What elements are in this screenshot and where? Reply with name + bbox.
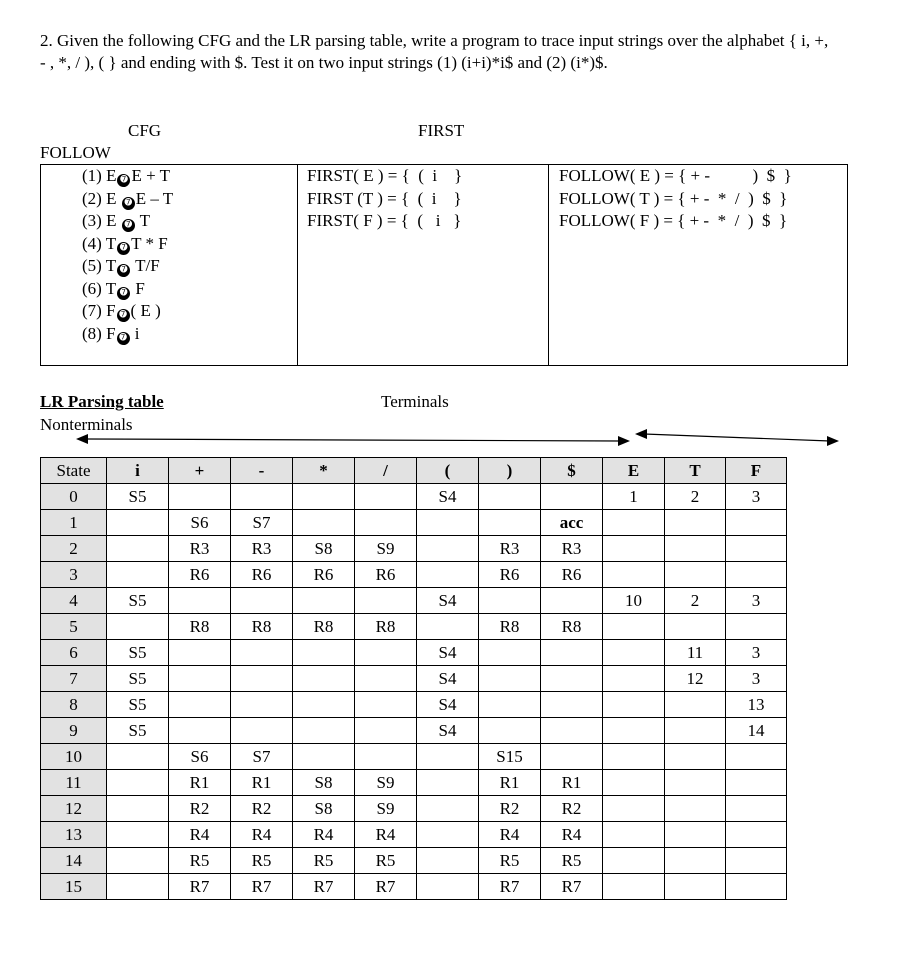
action-cell: R1 [541, 770, 603, 796]
column-header: * [293, 458, 355, 484]
table-row [41, 640, 787, 666]
nonterminals-arrow [635, 429, 839, 446]
action-cell: acc [541, 510, 603, 536]
action-cell: R8 [355, 614, 417, 640]
action-cell [107, 874, 169, 900]
action-cell: R2 [169, 796, 231, 822]
action-cell [726, 536, 787, 562]
state-cell: 1 [41, 510, 107, 536]
action-cell: R5 [541, 848, 603, 874]
cfg-rule [82, 188, 173, 211]
action-cell [603, 640, 665, 666]
action-cell: R8 [293, 614, 355, 640]
action-cell: R5 [169, 848, 231, 874]
state-cell: 0 [41, 484, 107, 510]
action-cell: 3 [726, 588, 787, 614]
action-cell [355, 640, 417, 666]
column-header: State [41, 458, 107, 484]
action-cell: R5 [355, 848, 417, 874]
state-cell: 8 [41, 692, 107, 718]
production-arrow-icon: ➐ [122, 219, 135, 232]
action-cell [726, 796, 787, 822]
rule-rhs: T/F [131, 256, 160, 275]
table-row [41, 588, 787, 614]
action-cell [603, 822, 665, 848]
action-cell [665, 692, 726, 718]
action-cell [107, 562, 169, 588]
action-cell: R6 [355, 562, 417, 588]
action-cell [355, 588, 417, 614]
action-cell: S5 [107, 588, 169, 614]
action-cell [417, 848, 479, 874]
action-cell [107, 744, 169, 770]
action-cell: 1 [603, 484, 665, 510]
action-cell [541, 588, 603, 614]
action-cell [169, 640, 231, 666]
action-cell [479, 484, 541, 510]
action-cell [107, 614, 169, 640]
table-row [41, 822, 787, 848]
column-header: / [355, 458, 417, 484]
action-cell: R8 [169, 614, 231, 640]
table-row [41, 744, 787, 770]
rule-rhs: F [131, 278, 145, 298]
table-row [41, 666, 787, 692]
follow-set: FOLLOW( T ) = { + - * / ) $ } [559, 188, 788, 208]
action-cell: R1 [231, 770, 293, 796]
action-cell [293, 640, 355, 666]
action-cell [603, 614, 665, 640]
action-cell: R6 [231, 562, 293, 588]
action-cell: S5 [107, 666, 169, 692]
action-cell: 11 [665, 640, 726, 666]
action-cell [726, 614, 787, 640]
rule-number: (1) [82, 166, 102, 185]
column-header: ( [417, 458, 479, 484]
action-cell: S7 [231, 510, 293, 536]
action-cell [293, 718, 355, 744]
production-arrow-icon: ➐ [117, 287, 130, 300]
action-cell [726, 562, 787, 588]
first-header: FIRST [418, 121, 465, 140]
state-cell: 3 [41, 562, 107, 588]
action-cell [665, 848, 726, 874]
cfg-rule [82, 278, 173, 301]
action-cell: 3 [726, 666, 787, 692]
action-cell: 13 [726, 692, 787, 718]
table-row [41, 796, 787, 822]
action-cell [231, 718, 293, 744]
action-cell [726, 510, 787, 536]
action-cell: S7 [231, 744, 293, 770]
action-cell [355, 744, 417, 770]
rule-rhs: T * F [131, 233, 168, 253]
state-cell: 7 [41, 666, 107, 692]
action-cell [603, 562, 665, 588]
rule-rhs: ( E ) [130, 301, 161, 320]
rule-lhs: T [105, 256, 117, 275]
action-cell [417, 796, 479, 822]
action-cell [665, 718, 726, 744]
action-cell: S6 [169, 510, 231, 536]
column-header: - [231, 458, 293, 484]
action-cell [479, 692, 541, 718]
action-cell [169, 666, 231, 692]
action-cell [355, 692, 417, 718]
rule-rhs: E + T [131, 166, 171, 185]
rule-lhs: F [106, 323, 116, 343]
rule-number: (2) [82, 188, 102, 208]
action-cell [541, 744, 603, 770]
column-header: $ [541, 458, 603, 484]
action-cell [665, 874, 726, 900]
action-cell [293, 510, 355, 536]
first-set: FIRST( F ) = { ( i } [307, 211, 462, 230]
action-cell [417, 536, 479, 562]
action-cell: S4 [417, 640, 479, 666]
action-cell: S5 [107, 692, 169, 718]
action-cell [541, 640, 603, 666]
action-cell: R8 [231, 614, 293, 640]
action-cell: R4 [479, 822, 541, 848]
action-cell: S4 [417, 588, 479, 614]
action-cell: 2 [665, 484, 726, 510]
action-cell [231, 484, 293, 510]
action-cell [231, 588, 293, 614]
rule-lhs: T [105, 278, 117, 298]
column-header: ) [479, 458, 541, 484]
rule-number: (8) [82, 323, 102, 343]
action-cell [169, 484, 231, 510]
action-cell: S4 [417, 666, 479, 692]
follow-set: FOLLOW( F ) = { + - * / ) $ } [559, 211, 788, 230]
action-cell [665, 614, 726, 640]
action-cell [355, 718, 417, 744]
column-header: E [603, 458, 665, 484]
state-cell: 2 [41, 536, 107, 562]
production-arrow-icon: ➐ [117, 332, 130, 345]
state-cell: 14 [41, 848, 107, 874]
action-cell: R5 [231, 848, 293, 874]
action-cell: S4 [417, 484, 479, 510]
action-cell: R6 [169, 562, 231, 588]
action-cell [293, 744, 355, 770]
action-cell [603, 744, 665, 770]
action-cell: R8 [541, 614, 603, 640]
rule-number: (7) [82, 301, 102, 320]
action-cell [169, 718, 231, 744]
action-cell [665, 770, 726, 796]
action-cell [417, 822, 479, 848]
action-cell [726, 822, 787, 848]
action-cell [603, 510, 665, 536]
action-cell: R8 [479, 614, 541, 640]
cfg-rule [82, 165, 173, 188]
table-row [41, 562, 787, 588]
action-cell: R1 [169, 770, 231, 796]
terminals-label: Terminals [381, 392, 449, 411]
action-cell: R4 [541, 822, 603, 848]
action-cell [479, 588, 541, 614]
action-cell: R5 [479, 848, 541, 874]
action-cell [665, 744, 726, 770]
action-cell [726, 848, 787, 874]
table-row [41, 614, 787, 640]
action-cell [603, 770, 665, 796]
state-cell: 4 [41, 588, 107, 614]
action-cell [355, 666, 417, 692]
action-cell: R6 [541, 562, 603, 588]
follow-set: FOLLOW( E ) = { + - ) $ } [559, 166, 792, 185]
action-cell [231, 692, 293, 718]
action-cell [417, 562, 479, 588]
action-cell: 12 [665, 666, 726, 692]
action-cell [603, 874, 665, 900]
production-arrow-icon: ➐ [117, 264, 130, 277]
action-cell: R4 [355, 822, 417, 848]
action-cell: R7 [169, 874, 231, 900]
cfg-rule [82, 210, 173, 233]
rule-rhs: i [130, 323, 140, 343]
rule-rhs: E – T [135, 188, 174, 208]
follow-header: FOLLOW [40, 143, 111, 162]
action-cell [726, 770, 787, 796]
action-cell [293, 666, 355, 692]
action-cell: R7 [231, 874, 293, 900]
table-row [41, 848, 787, 874]
action-cell: R3 [231, 536, 293, 562]
cfg-rule [82, 300, 173, 323]
action-cell [603, 718, 665, 744]
action-cell: S6 [169, 744, 231, 770]
state-cell: 5 [41, 614, 107, 640]
column-header: i [107, 458, 169, 484]
action-cell: S5 [107, 640, 169, 666]
column-header: F [726, 458, 787, 484]
action-cell: 2 [665, 588, 726, 614]
state-cell: 9 [41, 718, 107, 744]
action-cell [665, 536, 726, 562]
action-cell [107, 510, 169, 536]
rule-number: (6) [82, 278, 102, 298]
first-sets [307, 165, 462, 233]
action-cell: 3 [726, 640, 787, 666]
rule-lhs: E [106, 166, 117, 185]
action-cell: R7 [293, 874, 355, 900]
column-header: + [169, 458, 231, 484]
rule-number: (3) [82, 211, 102, 230]
action-cell [107, 848, 169, 874]
state-cell: 15 [41, 874, 107, 900]
action-cell: R2 [231, 796, 293, 822]
action-cell [293, 484, 355, 510]
cfg-rule [82, 233, 173, 256]
action-cell [293, 692, 355, 718]
rule-rhs: T [135, 211, 151, 230]
action-cell: S8 [293, 536, 355, 562]
nonterminals-label: Nonterminals [40, 415, 133, 434]
cfg-rule [82, 255, 173, 278]
column-header: T [665, 458, 726, 484]
action-cell: R3 [169, 536, 231, 562]
action-cell: R2 [479, 796, 541, 822]
action-cell [665, 562, 726, 588]
state-cell: 10 [41, 744, 107, 770]
state-cell: 11 [41, 770, 107, 796]
action-cell [726, 744, 787, 770]
action-cell: R5 [293, 848, 355, 874]
action-cell: 3 [726, 484, 787, 510]
question-text: 2. Given the following CFG and the LR parsing table, write a program to trace input strings over the alphabet { i, +, - , *, / ), ( } and ending with $. Test it on two input strings (1) (i+i)*i$ and (2) (i*)$. [40, 31, 829, 72]
action-cell: S8 [293, 796, 355, 822]
action-cell: R4 [169, 822, 231, 848]
action-cell: R6 [293, 562, 355, 588]
action-cell [169, 692, 231, 718]
action-cell [541, 718, 603, 744]
action-cell [417, 510, 479, 536]
action-cell [417, 770, 479, 796]
action-cell [417, 744, 479, 770]
first-set: FIRST (T ) = { ( i } [307, 188, 462, 208]
action-cell: S8 [293, 770, 355, 796]
action-cell [541, 484, 603, 510]
follow-sets [559, 165, 792, 233]
action-cell [107, 822, 169, 848]
terminals-arrow [76, 434, 630, 446]
action-cell [665, 796, 726, 822]
action-cell: S9 [355, 770, 417, 796]
action-cell: S4 [417, 692, 479, 718]
production-arrow-icon: ➐ [122, 197, 135, 210]
action-cell: S9 [355, 536, 417, 562]
action-cell: R4 [231, 822, 293, 848]
action-cell: R3 [479, 536, 541, 562]
action-cell [603, 692, 665, 718]
cfg-rule [82, 323, 173, 346]
action-cell [231, 666, 293, 692]
action-cell [479, 666, 541, 692]
rule-lhs: F [106, 301, 116, 320]
action-cell [417, 614, 479, 640]
action-cell [355, 510, 417, 536]
first-set: FIRST( E ) = { ( i } [307, 166, 463, 185]
action-cell: R2 [541, 796, 603, 822]
action-cell [293, 588, 355, 614]
action-cell: S5 [107, 718, 169, 744]
table-row [41, 770, 787, 796]
action-cell [603, 536, 665, 562]
action-cell [107, 770, 169, 796]
table-row [41, 536, 787, 562]
action-cell [479, 510, 541, 536]
table-row [41, 510, 787, 536]
table-row [41, 692, 787, 718]
table-row [41, 874, 787, 900]
action-cell [355, 484, 417, 510]
cfg-rules [82, 165, 173, 345]
table-row [41, 718, 787, 744]
action-cell [479, 640, 541, 666]
action-cell [169, 588, 231, 614]
action-cell [603, 848, 665, 874]
lr-table-title: LR Parsing table [40, 392, 164, 411]
action-cell [603, 796, 665, 822]
action-cell: 14 [726, 718, 787, 744]
action-cell [665, 822, 726, 848]
action-cell [665, 510, 726, 536]
lr-parsing-table [40, 457, 787, 900]
state-cell: 12 [41, 796, 107, 822]
action-cell [417, 874, 479, 900]
action-cell [231, 640, 293, 666]
action-cell: R7 [541, 874, 603, 900]
cfg-header: CFG [128, 121, 162, 140]
action-cell [107, 536, 169, 562]
action-cell [603, 666, 665, 692]
action-cell [107, 796, 169, 822]
state-cell: 6 [41, 640, 107, 666]
action-cell [541, 692, 603, 718]
action-cell: S9 [355, 796, 417, 822]
action-cell [541, 666, 603, 692]
table-row [41, 484, 787, 510]
action-cell: S4 [417, 718, 479, 744]
action-cell: S15 [479, 744, 541, 770]
action-cell: R1 [479, 770, 541, 796]
action-cell [726, 874, 787, 900]
action-cell: R7 [355, 874, 417, 900]
scope-arrows [0, 425, 910, 455]
production-arrow-icon: ➐ [117, 174, 130, 187]
rule-lhs: E [106, 188, 121, 208]
rule-number: (4) [82, 233, 102, 253]
rule-lhs: T [105, 233, 117, 253]
action-cell: S5 [107, 484, 169, 510]
table-header-row [41, 458, 787, 484]
rule-number: (5) [82, 256, 102, 275]
action-cell: 10 [603, 588, 665, 614]
action-cell: R4 [293, 822, 355, 848]
action-cell [479, 718, 541, 744]
action-cell: R7 [479, 874, 541, 900]
production-arrow-icon: ➐ [117, 242, 130, 255]
action-cell: R3 [541, 536, 603, 562]
state-cell: 13 [41, 822, 107, 848]
production-arrow-icon: ➐ [117, 309, 130, 322]
action-cell: R6 [479, 562, 541, 588]
rule-lhs: E [106, 211, 121, 230]
